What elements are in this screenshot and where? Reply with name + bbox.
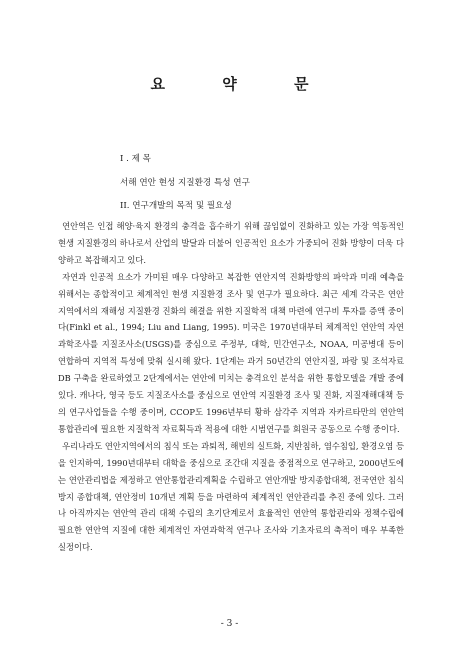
section-2-heading: II. 연구개발의 목적 및 필요성 [120, 201, 232, 211]
section-1-content: 서해 연안 현성 지질환경 특성 연구 [120, 178, 250, 188]
section-1-heading: I . 제 목 [120, 154, 151, 164]
summary-body [58, 218, 404, 556]
paragraph-2: 자연과 인공적 요소가 가미된 매우 다양하고 복잡한 연안지역 진화방향의 파악과 미래 예측을 위해서는 종합적이고 체계적인 현생 지질환경 조사 및 연구가 필요하다. 최근 세계 각국은 연안지역에서의 재해성 지질환경 진화의 해결을 위한 지질학적 대책 마련에 연구비 투자를 증액 중이다(Finkl et al., 1994; Liu and Liang, 1995). 미국은 1970년대부터 체계적인 연안역 자연과학조사를 지질조사소(USGS)를 중심으로 주정부, 대학, 민간연구소, NOAA, 미공병대 등이 연합하여 지역적 특성에 맞춰 실시해 왔다. 1단계는 과거 50년간의 연안지질, 파랑 및 조석자료 DB 구축을 완료하였고 2단계에서는 연안에 미치는 충격요인 분석을 위한 통합모델을 개발 중에 있다. 캐나다, 영국 등도 지질조사소를 중심으로 연안역 지질환경 조사 및 진화, 지질재해대책 등의 연구사업들을 수행 중이며, CCOP도 1996년부터 황하 삼각주 지역과 자카르타만의 연안역 통합관리에 필요한 지질학적 자료획득과 적용에 대한 시범연구를 회원국 공동으로 수행 중이다. [58, 271, 404, 434]
summary-title: 요 약 문 [150, 75, 335, 93]
paragraph-3: 우리나라도 연안지역에서의 침식 또는 과퇴적, 해빈의 실트화, 지반침하, 염수침입, 환경오염 등을 인지하여, 1990년대부터 대학을 중심으로 조간대 지질을 중점적으로 연구하고, 2000년도에는 연안관리법을 제정하고 연안통합관리계획을 수립하고 연안개발 방지종합대책, 전국연안 침식방지 종합대책, 연안정비 10개년 계획 등을 마련하여 체계적인 연안관리를 추진 중에 있다. 그러나 아직까지는 연안역 관리 대책 수립의 초기단계로서 효율적인 연안역 통합관리와 정책수립에 필요한 연안역 지질에 대한 체계적인 자연과학적 연구나 조사와 기초자료의 축적이 매우 부족한 실정이다. [58, 440, 404, 553]
page-number: - 3 - [220, 619, 239, 629]
paragraph-1: 연안역은 인접 해양·육지 환경의 충격을 흡수하기 위해 끊임없이 진화하고 있는 가장 역동적인 현생 지질환경의 하나로서 산업의 발달과 더불어 인공적인 요소가 가중되어 진화 방향이 더욱 다양하고 복잡해지고 있다. [58, 221, 404, 265]
